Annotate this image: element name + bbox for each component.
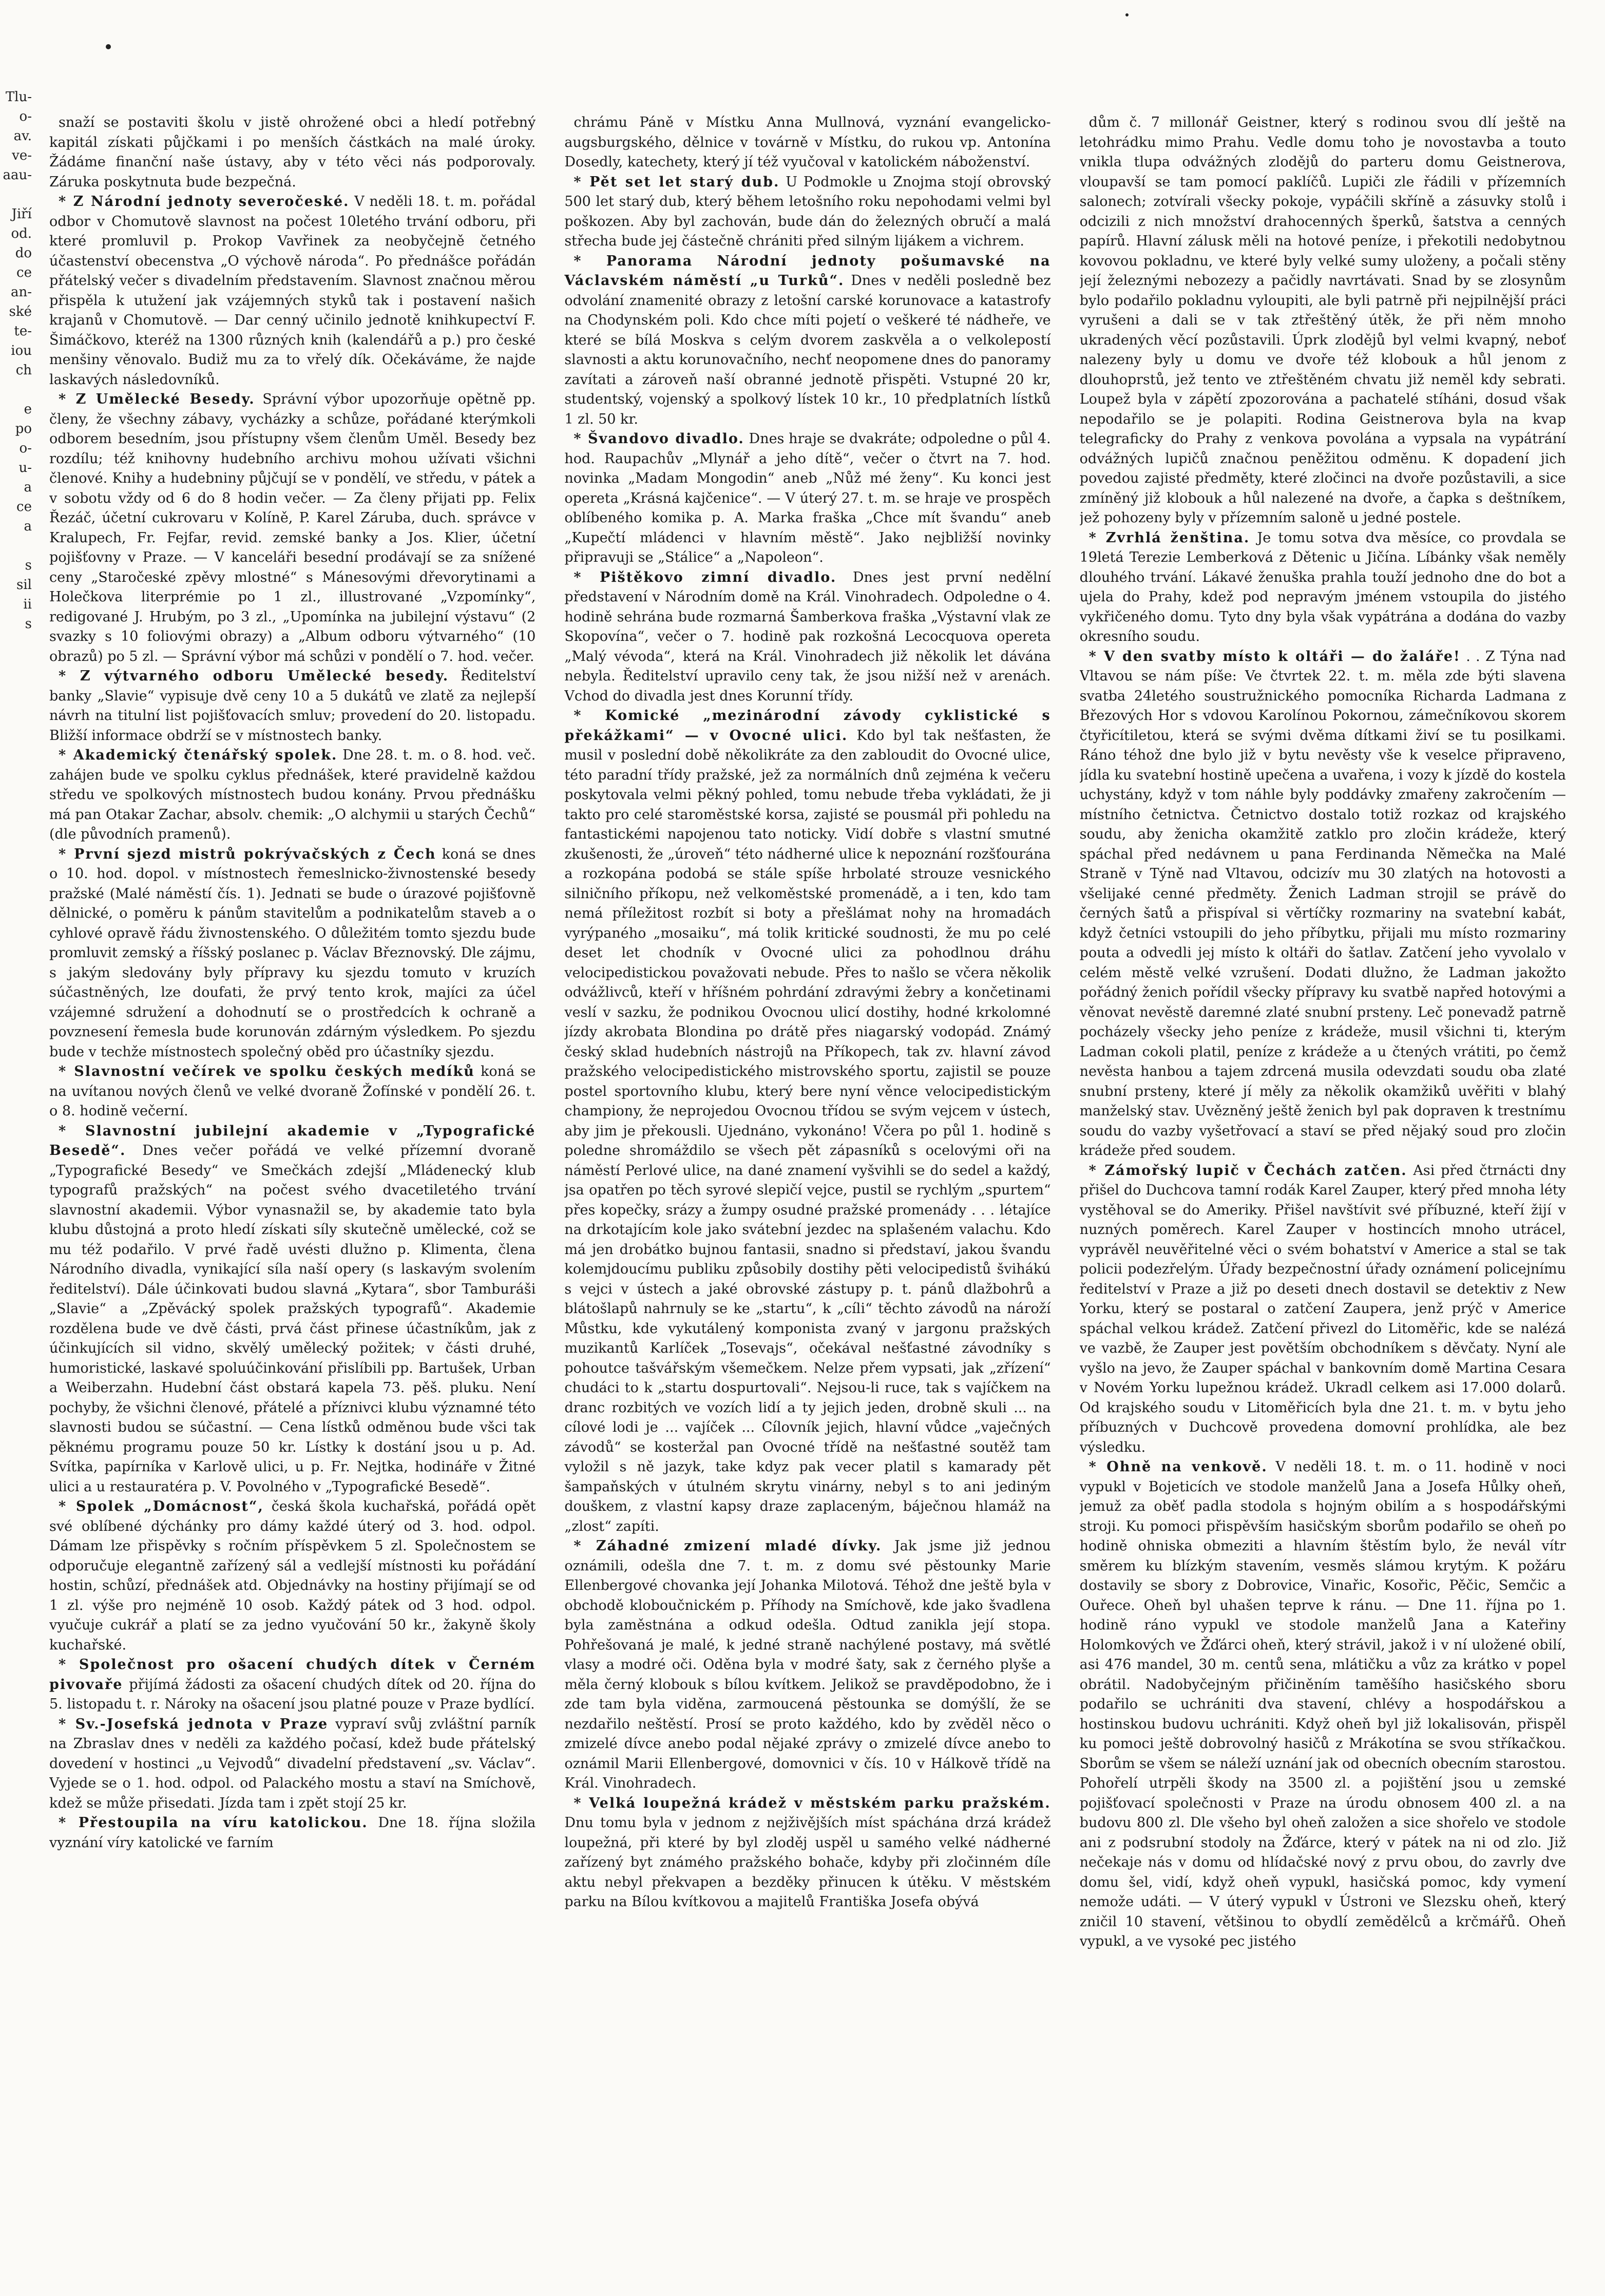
article-paragraph (1080, 113, 1566, 528)
article-paragraph (1080, 528, 1566, 647)
article-body: Jak jsme již jednou oznámili, odešla dne 7. t. m. z domu své pěstounky Marie Ellenbergové chovanka její Johanka Milotová. Téhož dne ještě byla v obchodě kloboučnickém p. Příhody na Smíchově, kde jako švadlena byla zaměstnána a odkud odešla. Odtud zanikla její stopa. Pohřešovaná je malé, k jedné straně nachýlené postavy, má světlé vlasy a modré oči. Oděna byla v modré šaty, sak z černého plyše a měla černý klobouk s bílou kvítkem. Jelikož se pravděpodobno, že i zde tam byla viděna, zarmoucená pěstounka se domýšlí, že se nezdařilo neštěstí. Prosí se proto každého, kdo by zvěděl něco o zmizelé dívce anebo podal nějaké zprávy o zmizelé dívce anebo to oznámil Marii Ellenbergové, domovnici v čís. 10 v Hálkově třídě na Král. Vinohradech. (564, 1538, 1051, 1791)
article-paragraph (49, 1062, 536, 1122)
margin-fragment: od. (11, 226, 32, 241)
article-paragraph (49, 1497, 536, 1655)
margin-fragment: ce (16, 265, 32, 280)
article-paragraph (564, 429, 1050, 568)
margin-fragment: s (25, 616, 32, 632)
margin-fragment: Tlu- (5, 89, 32, 105)
article-paragraph (564, 568, 1050, 707)
column-middle (564, 113, 1050, 2265)
article-body: koná se dnes o 10. hod. dopol. v místnostech řemeslnicko-živnostenské besedy pražské (Malé náměstí čís. 1). Jednati se bude o úrazové pojišťovně dělnické, o poměru k pánům stavitelům a podnikatelům staveb a o cyhlové opravě řádu živnostenského. O důležitém tomto sjezdu bude promluvit zemský a říšský poslanec p. Václav Březnovský. Dle zájmu, s jakým sledovány byly přípravy ku sjezdu tomuto v kruzích súčastněných, lze doufati, že prvý tento krok, majíci za účel vzájemné sdružení a dohodnutí se o prostředcích k ochraně a povznesení řemesla bude korunován zdárným výsledkem. Po sjezdu bude v techže místnostech společný oběd pro účastníky sjezdu. (49, 846, 536, 1060)
article-paragraph (49, 1655, 536, 1715)
article-heading: * Slavnostní jubilejní akademie v „Typografické Besedě“. (49, 1123, 536, 1159)
article-body: V neděli 18. t. m. pořádal odbor v Chomutově slavnost na počest 10letého trvání odboru, při které promluvil p. Prokop Vavřinek za neobyčejně četného účastenství obecenstva „O výchově národa“. Po přednášce pořádán přátelský večer s divadelním představením. Slavnost značnou měrou přispěla k utužení jak vzájemných styků tak i postavení našich krajanů v Chomutově. — Dar cenný učinilo jednotě knihkupectví F. Šimáčkovo, kteréž na 1300 různých knih (kalendářů a p.) pro české menšiny věnovalo. Budiž mu za to vřelý dík. Očekáváme, že najde laskavých následovníků. (49, 194, 536, 388)
article-heading: * Slavnostní večírek ve spolku českých medíků (59, 1064, 475, 1079)
margin-fragment: ch (15, 363, 32, 378)
margin-fragment: do (15, 245, 32, 261)
article-body: snaží se postaviti školu v jistě ohrožené obci a hledí potřebný kapitál získati půjčkami i po menších částkách na malé úroky. Žádáme finanční naše ústavy, aby v této věci nás podporovaly. Záruka poskytnuta bude bezpečná. (49, 115, 536, 190)
article-body: chrámu Páně v Místku Anna Mullnová, vyznání evangelicko-augsburgského, dělnice v továrně v Místku, do rukou vp. Antonína Dosedly, katechety, který jí též vyučoval v katolickém náboženství. (564, 115, 1051, 170)
article-heading: * Švandovo divadlo. (574, 431, 744, 447)
article-body: Dnes v neděli posledně bez odvolání znamenité obrazy z letošní carské korunovace a katastrofy na Chodynském poli. Kdo chce míti pojetí o veškeré té nádheře, ve které se bílá Moskva s celým dvorem zaskvěla a o velkolepostí slavnosti a aktu korunovačního, nechť neopomene dnes do panoramy zavítati a zároveň naší obranné jednotě přispěti. Vstupné 20 kr, studentský, vojenský a spolkový lístek 10 kr., 10 předplatních lístků 1 zl. 50 kr. (564, 273, 1051, 427)
margin-fragment: Jiří (11, 206, 32, 222)
article-body: Dne 18. října složila vyznání víry katolické ve farním (49, 1815, 536, 1851)
article-paragraph (564, 252, 1050, 430)
article-paragraph (564, 706, 1050, 1536)
article-body: Ředitelství banky „Slavie“ vypisuje dvě ceny 10 a 5 dukátů ve zlatě za nejlepší návrh na titulní list pojišťovacích smluv; provedení do 20. listopadu. Bližší informace obdrží se v místnostech banky. (49, 668, 536, 744)
article-body: dům č. 7 millonář Geistner, který s rodinou svou dlí ještě na letohrádku mimo Prahu. Vedle domu toho je novostavba a touto vnikla tlupa odvážných zlodějů do parteru domu Geistnerova, vloupavší se tam pomocí paklíčů. Lupiči zle řádili v přízemních salonech; zotvírali všecky pokoje, vypáčili skříně a zásuvky stolů i odcizili z nich množství drahocenných šperků, šatstva a cenných papírů. Hlavní zálusk měli na hotové peníze, i překotili nedobytnou kovovou pokladnu, ve které byly velké sumy uloženy, a počali stěny její železnými nebozezy a pačidly navrtávati. Snad by se zlosynům bylo podařilo pokladnu vyloupiti, ale byli patrně při nejpilnější práci vyrušeni a dali se v tak ztřeštěný útěk, že při něm mnoho ukradených věcí pozůstavili. Úprk zlodějů byl velmi kvapný, neboť nalezeny byly u domu ve dvoře též klobouk a hůl jenom z dlouhoprstů, jež tento ve ztřeštěném chvatu již neměl kdy sebrati. Loupež byla v zápětí zpozorována a pachatelé stíháni, dosud však nepodařilo se je polapiti. Rodina Geistnerova byla na kvap telegraficky do Prahy z venkova povolána a vypsala na vypátrání odvážných lupičů značnou peněžitou odměnu. K dopadení jich povedou zajisté předměty, které zločinci na dvoře pozůstavili, a sice zmíněný již klobouk a hůl nalezené na dvoře, a čapka s deštníkem, jež pohozeny byly v přízemním saloně u jedné postele. (1079, 115, 1566, 526)
article-heading: * Komické „mezinárodní závody cyklistické s překážkami“ — v Ovocné ulici. (564, 708, 1051, 744)
margin-fragment: ve- (12, 148, 32, 163)
column-left (49, 113, 536, 2265)
article-body: Dnes jest první nedělní představení v Národním domě na Král. Vinohradech. Odpoledne o 4. hodině sehrána bude rozmarná Šamberkova fraška „Výstavní vlak ze Skopovína“, večer o 7. hodině pak rozkošná Lecocquova opereta „Malý vévoda“, která na Král. Vinohradech již několik let dávána nebyla. Ředitelství upravilo ceny tak, že jsou nižší než v arenách. Vchod do divadla jest dnes Korunní třídy. (564, 569, 1051, 704)
article-paragraph (49, 1813, 536, 1853)
article-body: Kdo byl tak nešťasten, že musil v poslední době několikráte za den zabloudit do Ovocné ulice, této paradní třídy pražské, jež za normálních dnů zejména k večeru poskytovala velmi pěkný pohled, tomu nebude třeba vykládati, že ji takto pro celé staroměstské korsa, zajisté se pousmál při pohledu na fantastickémi napojenou tato noticky. Vidí dobře s vlastní smutné zkušenosti, že „úroveň“ této nádherné ulice k nepoznání rozšťourána a rozkopána podobá se stále spíše hrbolaté strouze vesnického silničního příkopu, než velkoměstské promenádě, a i ten, kdo tam nemá příležitost rozbít si boty a přešlámat nohy na hromadách vyrýpaného „mosaiku“, má tolik kritické soudnosti, že mu po celé deset let chodník v Ovocné ulici za pohodlnou dráhu velocipedistickou považovati nebude. Přes to našlo se včera několik odvážlivců, kteří v hříšném pohrdání zdravými žebry a končetinami veslí v sazku, že podnikou Ovocnou ulicí dostihy, hodné krkolomné jízdy akrobata Blondina po drátě přes niagarský vodopád. Známý český sklad hudebních nástrojů na Příkopech, tak zv. hlavní závod pražského velocipedistického mistrovského sportu, zajistil se pouze postel sportovního klubu, který bere nyní věnce velocipedistickým championy, že neprojedou Ovocnou třídou se svým vejcem v ústech, aby jim je překousli. Ujednáno, vykonáno! Včera po půl 1. hodině s poledne shromáždilo se všech pět zápasníků s ocelovými oři na náměstí Perlové ulice, na dané znamení vyšvihli se do sedel a každý, jsa opatřen po těch syrové slepičí vejce, pustil se rychlým „spurtem“ přes kopečky, srázy a žumpy osudné pražské promenády . . . létajíce na drkotajícím kole jako svátební jezdec na splašeném valachu. Kdo má jen drobátko bujnou fantasii, snadno si představí, jakou švandu kolemjdoucímu publiku způsobily dostihy pěti velocipedistů švihákú s vejci v ústech a jaké obrovské zástupy p. t. pánů dlažbohrů a blátošlapů nahrnuly se ke „startu“, k „cíli“ těchto závodů na nároží Můstku, kde vykutálený komponista zvaný v jargonu pražských muzikantů Karlíček „Tosevajs“, očekával nešťastné závodníky s pohoutce tašvářským všemečkem. Nelze přem vypsati, jak „zřízení“ chudáci to k „startu dospurtovali“. Nejsou-li ruce, tak s vajíčkem na dranc rozbitých ve vozích lidí a ty jejich jeden, drobně skuli ... na cílové lodi je ... vajíček ... Cílovník jejich, hlavní vůdce „vaječných závodů“ se kosteržal pan Ovocné třídě na nešťastné soutěž tam vyložil s ně jazyk, take kdyz pak vecer platil s kamarady pět šampaňských v útulném skrytu vinárny, nebyl s to ani jediným douškem, z vlastní kapsy draze zaplaceným, báječnou hlamáž na „zlost“ zapíti. (564, 727, 1051, 1534)
article-body: koná se na uvítanou nových členů ve velké dvoraně Žofínské v pondělí 26. t. o 8. hodině večerní. (49, 1064, 536, 1119)
column-right (1080, 113, 1566, 2265)
article-body: Dne 28. t. m. o 8. hod. več. zahájen bude ve spolku cyklus přednášek, které pravidelně každou středu ve spolkových místnostech budou konány. Prvou přednášku má pan Otakar Zachar, absolv. chemik: „O alchymii u starých Čechů“ (dle původních pramenů). (49, 747, 536, 842)
article-body: vypraví svůj zvláštní parník na Zbraslav dnes v neděli za každého počasí, kdež bude přátelský dovedení v hostinci „u Vejvodů“ divadelní představení „sv. Václav“. Vyjede se o 1. hod. odpol. od Palackého mostu a staví na Smíchově, kdež se může přisedati. Jízda tam i zpět stojí 25 kr. (49, 1716, 536, 1811)
article-paragraph (49, 192, 536, 390)
article-body: Je tomu sotva dva měsíce, co provdala se 19letá Terezie Lemberková z Dětenic u Jičína. Líbánky však neměly dlouhého trvání. Lákavé ženuška prahla touží jednoho dne do bot a ujela do Prahy, kdež pod nepravým jménem vstoupila do jistého vykřičeného domu. Tyto dny byla však vypátrána a dodána do vazby okresního soudu. (1079, 529, 1566, 644)
article-heading: * Velká loupežná krádež v městském parku pražském. (574, 1795, 1051, 1811)
article-paragraph (49, 390, 536, 667)
article-heading: * V den svatby místo k oltáři — do žaláře! (1088, 648, 1461, 665)
article-body: . . Z Týna nad Vltavou se nám píše: Ve čtvrtek 22. t. m. měla zde býti slavena svatba 24letého soustružnického pomocníka Richarda Ladmana z Březových Hor s vdovou Karolínou Pokornou, zámečníkovou skorem čtyřicítiletou, která se svými dvěma dítkami živí se tu posilkami. Ráno téhož dne bylo již v bytu nevěsty vše k veselce připraveno, jídla ku svatební hostině upečena a uvařena, i vozy k jízdě do kostela uchystány, když v tom náhle byly poddávky zmařeny zakročením — místního četnictva. Četnictvo dostalo totiž rozkaz od krajského soudu, aby ženicha okamžitě zatklo pro zločin krádeže, který spáchal před nedávnem u pana Ferdinanda Němečka na Malé Straně v Týně nad Vltavou, odcizív mu 30 zlatých na hotovosti a všelijaké cenné předměty. Ženich Ladman strojil se právě do černých šatů a přispíval si věrtíčky rozmariny na svatební kabát, když četníci vstoupili do jeho příbytku, přijali mu místo rozmariny pouta a odvedli jej místo k oltáři do šatlav. Zatčení jeho vyvolalo v celém městě velké vzrušení. Dodati dlužno, že Ladman jakožto pořádný ženich pořídil všecky přípravy ku svatbě napřed hotovými a věnovat nevěstě daremné zlaté snubní prsteny. Leč ponevadž patrně pocházely všecky jeho peníze z krádeže, musil všichni ti, kterým Ladman cokoli platil, peníze z krádeže a u čtených vrátiti, po čemž nevěsta hanbou a tajem zdrcená musila odevzdati soudu oba zlaté snubní prsteny, které jí měly za několik okamžiků uvěřiti v blahý manželský stav. Uvězněný ještě ženich byl pak dopraven k trestnímu soudu do vazby vyšetřovací a staví se před nějaký soud pro zločin krádeže před soudem. (1079, 648, 1566, 1159)
article-heading: * Sv.-Josefská jednota v Praze (59, 1716, 329, 1732)
article-heading: * Přestoupila na víru katolickou. (59, 1815, 368, 1831)
scan-speck (1125, 13, 1129, 16)
article-heading: * Z výtvarného odboru Umělecké besedy. (59, 668, 449, 684)
margin-fragment: te- (14, 324, 32, 339)
article-heading: * Z Národní jednoty severočeské. (59, 194, 350, 210)
article-body: přijímá žádosti za ošacení chudých dítek od 20. října do 5. listopadu t. r. Nároky na ošacení jsou platné pouze v Praze bydlící. (49, 1676, 536, 1712)
margin-fragment: iou (11, 343, 32, 358)
margin-fragment: ské (9, 304, 32, 319)
article-heading: * Společnost pro ošacení chudých dítek v Černém pivovaře (49, 1657, 536, 1693)
article-paragraph (1080, 1161, 1566, 1458)
article-body: Dnes večer pořádá ve velké přízemní dvoraně „Typografické Besedy“ ve Smečkách zdejší „Mládenecký klub typografů pražských“ na počest svého dvacetiletého trvání slavnostní akademii. Výbor vynasnažil se, by akademie tato byla klubu důstojná a proto hledí získati síly skutečně umělecké, což se mu též podařilo. V prvé řadě uvésti dlužno p. Klimenta, člena Národního divadla, vynikající síla naší opery (s laskavým svolením ředitelství). Dále účinkovati budou slavná „Kytara“, sbor Tamburáši „Slavie“ a „Zpěvácký spolek pražských typografů“. Akademie rozdělena bude ve dvě části, prvá část přinese účastníkům, jak z účinkujících sil vidno, skvělý umělecký požitek; v části druhé, humoristické, laskavé spoluúčinkování přislíbili pp. Bartušek, Urban a Weiberzahn. Hudební část obstará kapela 73. pěš. pluku. Není pochyby, že všichni členové, přátelé a příznivci klubu významné této slavnosti budou se súčastní. — Cena lístků odměnou bude všci tak pěknému programu pouze 50 kr. Lístky k dostání jsou u p. Ad. Svítka, papírníka v Karlově ulici, u p. Fr. Nejtka, hodináře v Žitné ulici a u restauratéra p. V. Povolného v „Typografické Besedě“. (49, 1143, 536, 1495)
article-body: V neděli 18. t. m. o 11. hodině v noci vypukl v Bojeticích ve stodole manželů Jana a Josefa Hůlky oheň, jemuž za oběť padla stodola s hojným obilím a s hospodářskými stroji. Ku pomoci přispěvším hasičským sborům podařilo se oheň po hodině ohniska obmeziti a hlavním štěstím bylo, že nevál vítr směrem ku blízkým stavením, vesměs slámou krytým. K požáru dostavily se sbory z Dobrovice, Vinařic, Kosořic, Pěčic, Semčic a Ouřece. Oheň byl uhašen teprve k ránu. — Dne 11. října po 1. hodině ráno vypukl ve stodole manželů Jana a Kateřiny Holomkových ve Žďárci oheň, který strávil, jakož i v ní uložené obilí, asi 476 mandel, 30 m. centů sena, mlátičku a vůz za krátko v popel obrátil. Nadobyčejným přičiněním taměšího hasičského sboru podařilo se uchrániti dva stavení, chlévy a hospodářskou a hostinskou budovu uchrániti. Když oheň byl již lokalisován, přispěl ku pomoci ještě dobrovolný hasičů z Mrákotína se svou stříkačkou. Sborům se všem se náleží uznání jak od obecních obecním starostou. Pohořelí utrpěli škody na 3500 zl. a pojištění jsou u zemské pojišťovací společnosti v Praze na úrodu obnosem 400 zl. a na budovu 800 zl. Dle všeho byl oheň založen a sice shořelo ve stodole ani z podsrubní stodoly na Žďárce, který v pátek na ni od zlo. Již nečekaje nás v domu od hlídačské nový z prvu obou, do zavrly dve domu šel, vidí, když oheň vypukl, hasičská pomoc, kdy vymení nemože udáti. — V úterý vypukl v Ústroni ve Slezsku oheň, který zničil 10 stavení, většinou to obydlí zemědělců a krčmářů. Oheň vypukl, a ve vysoké pec jistého (1079, 1459, 1566, 1949)
margin-fragment: o- (19, 109, 32, 124)
margin-fragment: ii (23, 597, 32, 612)
article-body: česká škola kuchařská, pořádá opět své oblíbené dýchánky pro dámy každé úterý od 3. hod. odpol. Dámam lze přispěvky s ročním příspěvkem 5 zl. Společnostem se odporučuje elegantně zařízený sál a vedlejší místnosti ku pořádání hostin, schůzí, přednášek atd. Objednávky na hostiny přijímají se od 1 zl. výše pro nejméně 10 osob. Každý pátek od 3 hod. odpol. vyučuje cukrář a platí se za jedno vyučování 50 kr., žakyně školy kuchařské. (49, 1498, 536, 1653)
margin-fragment: an- (10, 284, 32, 300)
article-heading: * První sjezd mistrů pokrývačských z Čech (59, 846, 436, 862)
margin-fragment: s (25, 558, 32, 573)
article-paragraph (49, 113, 536, 192)
article-paragraph (564, 173, 1050, 252)
adjacent-page-fragment (0, 87, 32, 858)
article-body: Dnes hraje se dvakráte; odpoledne o půl 4. hod. Raupachův „Mlynář a jeho dítě“, večer o čtvrt na 7. hod. novinka „Madam Mongodin“ aneb „Nůž mé ženy“. Ku konci jest opereta „Krásná kajčenice“. — V úterý 27. t. m. se hraje ve prospěch oblíbeného komika p. A. Marka fraška „Chce mít švandu“ aneb „Kupečtí mládenci v hlavním městě“. Jako nejbližší novinky připravuji se „Stálice“ a „Napoleon“. (564, 431, 1051, 565)
article-body: U Podmokle u Znojma stojí obrovský 500 let starý dub, který během letošního roku nepohodami velmi byl poškozen. Aby byl zachován, bude dán do železných obručí a malá střecha bude jej částečně chrániti před silným lijákem a vichrem. (564, 174, 1051, 249)
article-paragraph (49, 1715, 536, 1814)
article-heading: * Ohně na venkově. (1088, 1459, 1268, 1475)
margin-fragment: a (24, 480, 32, 495)
margin-fragment: e (24, 402, 32, 417)
newspaper-page (49, 113, 1566, 2265)
article-paragraph (49, 845, 536, 1062)
margin-fragment: o- (19, 441, 32, 456)
margin-fragment: sil (16, 577, 32, 593)
margin-fragment: a (24, 519, 32, 534)
article-heading: * Pět set let starý dub. (574, 174, 780, 190)
article-paragraph (49, 746, 536, 845)
article-paragraph (49, 1122, 536, 1497)
article-body: Správní výbor upozorňuje opětně pp. členy, že všechny zábavy, vycházky a schůze, pořádané kterýmkoli odborem besedním, jsou přístupny všem členům Uměl. Besedy bez rozdílu; též knihovny hudebního archivu mohou užívati všichni členové. Knihy a hudebniny půjčují se v pondělí, ve středu, v pátek a v sobotu vždy od 6 do 8 hodin večer. — Za členy přijati pp. Felix Řezáč, účetní cukrovaru v Kolíně, P. Karel Záruba, duch. správce v Kralupech, Fr. Fejfar, revid. zemské banky a Jos. Klier, účetní pojišťovny v Praze. — V kanceláři besední prodávají se za snížené ceny „Staročeské zpěvy mlostné“ s Mánesovými dřevorytinami a Holečkova literprémie po 1 zl., illustrované „Vzpomínky“, redigované J. Hrubým, po 3 zl., „Upomínka na jubilejní výstavu“ (2 svazky s 10 foliovými obrazy) a „Album odboru výtvarného“ (10 obrazů) po 5 zl. — Správní výbor má schůzi v pondělí o 7. hod. večer. (49, 391, 536, 665)
article-heading: * Zámořský lupič v Čechách zatčen. (1088, 1162, 1407, 1179)
article-heading: * Akademický čtenářský spolek. (59, 747, 338, 763)
article-body: Dnu tomu byla v jednom z nejživějších míst spáchána drzá krádež loupežná, při které by byl zloděj uspěl u samého velké nádherné zařízený byt známého pražského bohače, kdyby při zločinném díle aktu nebyl překvapen a bezděky přinucen k útěku. V městském parku na Bílou kvítkovou a majitelů Františka Josefa obývá (564, 1815, 1051, 1910)
article-paragraph (1080, 647, 1566, 1161)
article-heading: * Zvrhlá ženština. (1088, 529, 1250, 546)
article-heading: * Panorama Národní jednoty pošumavské na Václavském náměstí „u Turků“. (564, 253, 1051, 289)
article-heading: * Záhadné zmizení mladé dívky. (574, 1538, 882, 1554)
margin-fragment (0, 536, 32, 556)
article-heading: * Pištěkovo zimní divadlo. (574, 569, 837, 585)
margin-fragment: ce (16, 499, 32, 515)
article-paragraph (1080, 1457, 1566, 1952)
article-paragraph (564, 113, 1050, 173)
scan-speck (106, 44, 111, 49)
article-paragraph (564, 1794, 1050, 1912)
article-paragraph (49, 667, 536, 746)
article-heading: * Spolek „Domácnost“, (59, 1498, 264, 1514)
margin-fragment (0, 380, 32, 400)
article-paragraph (564, 1536, 1050, 1794)
article-body: Asi před čtrnácti dny přišel do Duchcova tamní rodák Karel Zauper, který před mnoha léty vystěhoval se do Ameriky. Přišel navštívit své příbuzné, kteří žijí v nuzných poměrech. Karel Zauper v hostincích mnoho utrácel, vyprávěl neuvěřitelné věci o svém bohatství v Americe a stal se tak policii podezřelým. Úřady bezpečnostní úřady oznámení policejnímu ředitelství v Praze a již po deseti dnech dostavil se detektiv z New Yorku, který se postaral o zatčení Zaupera, jenž prýč v Americe spáchal velkou krádež. Zatčení přivezl do Litoměřic, kde se nalézá ve vazbě, že Zauper jest povětším obchodníkem s děvčaty. Nyní ale vyšlo na jevo, že Zauper spáchal v bankovním domě Martina Cesara v Novém Yorku lupežnou krádež. Ukradl celkem asi 17.000 dolarů. Od krajského soudu v Litoměřicích byla dne 21. t. m. v bytu jeho příbuzných v Duchcově provedena domovní prohlídka, ale bez výsledku. (1079, 1162, 1566, 1455)
margin-fragment: u- (18, 460, 32, 476)
article-heading: * Z Umělecké Besedy. (59, 391, 255, 407)
margin-fragment: po (15, 421, 32, 437)
margin-fragment: av. (13, 128, 32, 144)
margin-fragment: aau- (3, 167, 32, 183)
margin-fragment (0, 185, 32, 204)
